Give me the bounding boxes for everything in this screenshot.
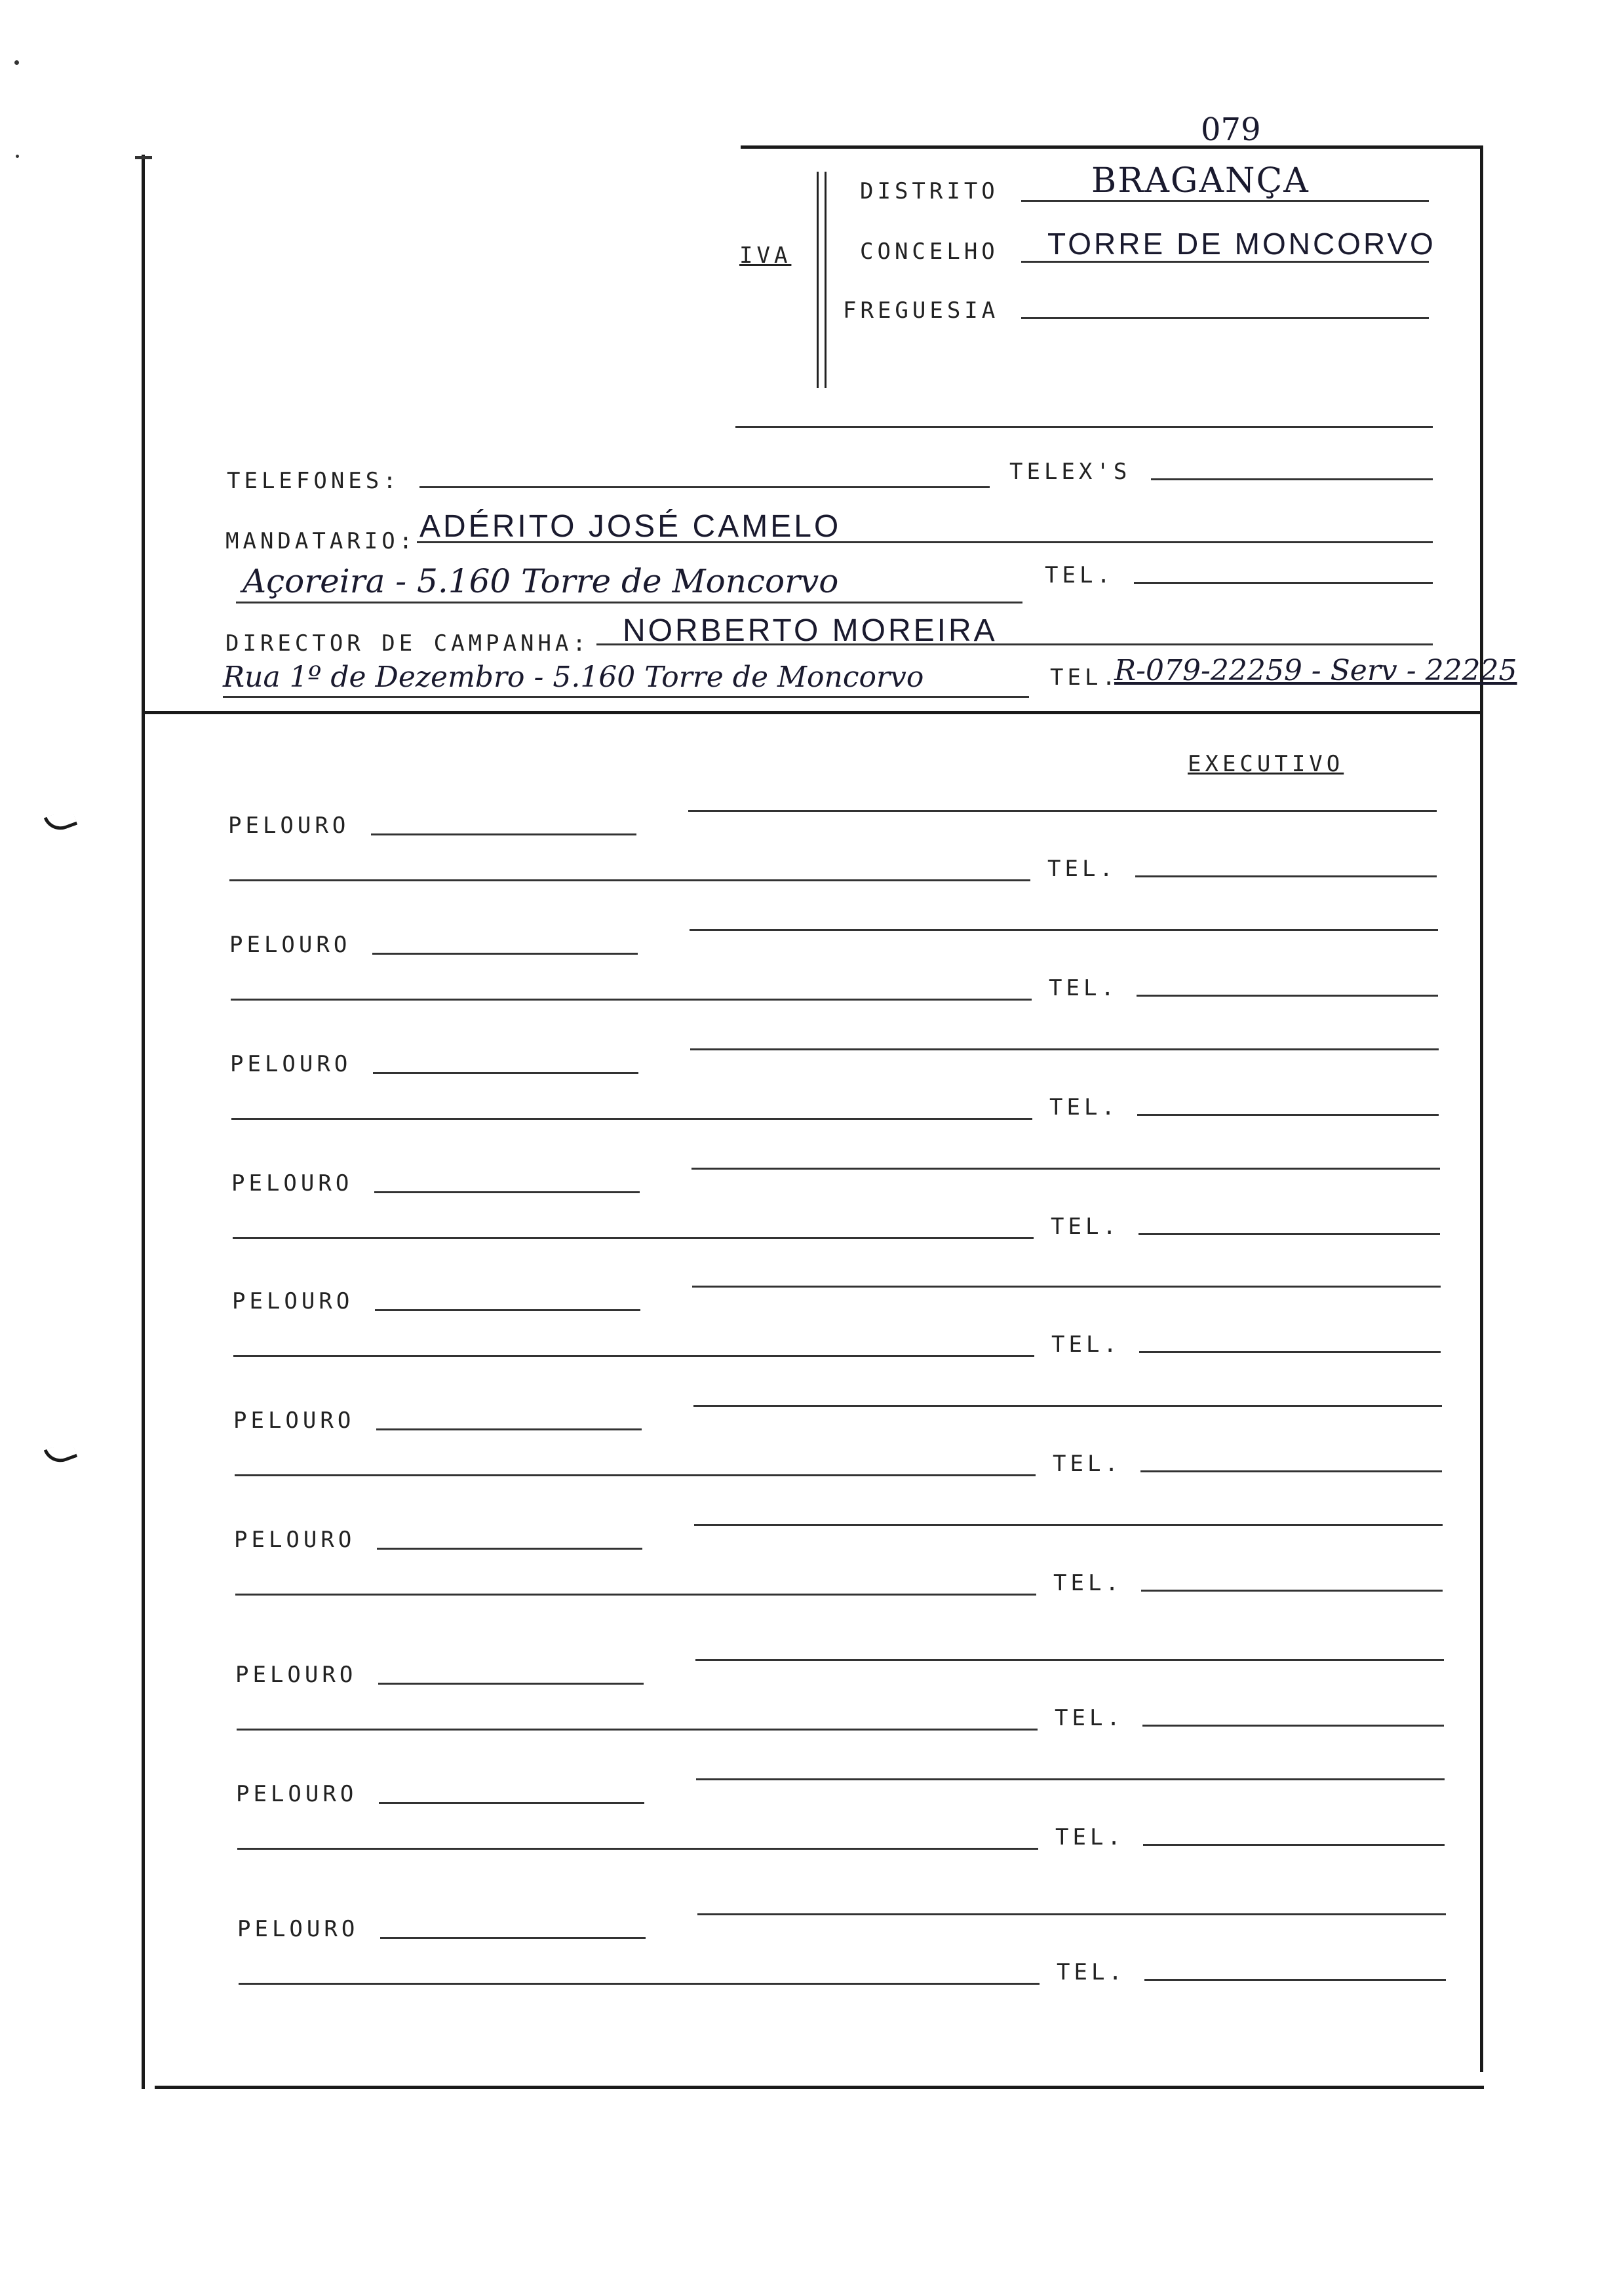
pelouro-tel-line [1135,875,1437,877]
pelouro-holder-line [690,929,1438,931]
distrito-label: DISTRITO [860,178,999,204]
freguesia-label: FREGUESIA [843,297,1000,324]
pelouro-name-line [373,1072,638,1074]
director-label: DIRECTOR DE CAMPANHA: [225,630,590,657]
header-bottom-rule [735,426,1433,428]
pelouro-address-line [237,1729,1038,1731]
form-border-bottom [155,2086,1484,2089]
pelouro-name-line [375,1309,640,1311]
scan-speck [16,155,19,158]
pelouro-tel-line [1142,1725,1444,1727]
pelouro-name-line [374,1191,640,1193]
pelouro-tel-line [1139,1351,1441,1353]
pelouro-name-line [377,1548,642,1550]
binder-mark [44,808,78,835]
mandatario-tel-label: TEL. [1045,562,1114,588]
freguesia-line [1021,317,1429,319]
pelouro-tel-label: TEL. [1053,1570,1123,1596]
pelouro-label: PELOURO [231,1170,353,1196]
telex-label: TELEX'S [1009,459,1131,485]
binder-mark [44,1440,78,1467]
pelouro-name-line [380,1937,646,1939]
pelouro-address-line [233,1355,1034,1357]
section-divider [143,711,1483,714]
pelouro-tel-line [1141,1590,1443,1592]
distrito-value: BRAGANÇA [1091,161,1310,201]
header-double-rule-a [817,172,819,388]
scan-speck [14,60,19,65]
pelouro-label: PELOURO [234,1527,356,1553]
pelouro-label: PELOURO [230,1051,352,1077]
distrito-line [1021,200,1429,202]
pelouro-holder-line [697,1913,1446,1915]
pelouro-holder-line [688,810,1437,812]
pelouro-label: PELOURO [237,1916,359,1942]
mandatario-address: Açoreira - 5.160 Torre de Moncorvo [243,562,839,600]
mandatario-value: ADÉRITO JOSÉ CAMELO [419,509,842,544]
pelouro-tel-line [1138,1233,1440,1235]
pelouro-name-line [371,833,636,835]
mandatario-tel-line [1134,582,1433,584]
pelouro-tel-line [1144,1979,1446,1981]
pelouro-address-line [229,879,1030,881]
pelouro-tel-label: TEL. [1051,1214,1120,1240]
director-address-line [223,696,1029,698]
pelouro-tel-line [1140,1470,1442,1472]
director-address: Rua 1º de Dezembro - 5.160 Torre de Moncorvo [223,660,924,694]
director-value: NORBERTO MOREIRA [623,613,998,648]
form-border-left-tick [135,156,152,159]
pelouro-name-line [372,953,638,955]
director-tel-value: R-079-22259 - Serv - 22225 [1114,654,1517,687]
pelouro-holder-line [694,1524,1443,1526]
director-line [596,643,1433,645]
concelho-label: CONCELHO [860,239,999,265]
executivo-heading: EXECUTIVO [1188,751,1344,777]
pelouro-label: PELOURO [232,1288,354,1314]
pelouro-name-line [376,1428,642,1430]
pelouro-label: PELOURO [228,813,350,839]
pelouro-label: PELOURO [236,1781,358,1807]
pelouro-tel-label: TEL. [1057,1959,1126,1985]
mandatario-address-line [236,602,1022,603]
pelouro-holder-line [696,1778,1445,1780]
pelouro-name-line [379,1802,644,1804]
pelouro-tel-line [1137,1114,1439,1116]
pelouro-tel-label: TEL. [1047,856,1117,882]
pelouro-address-line [231,999,1032,1001]
form-border-right [1480,145,1483,2072]
pelouro-tel-label: TEL. [1049,975,1118,1001]
concelho-line [1021,261,1429,263]
pelouro-tel-label: TEL. [1049,1094,1119,1120]
telefones-label: TELEFONES: [227,468,400,494]
pelouro-holder-line [695,1659,1444,1661]
pelouro-holder-line [693,1405,1442,1407]
header-double-rule-b [825,172,827,388]
pelouro-label: PELOURO [229,932,351,958]
director-tel-label: TEL. [1050,664,1119,691]
pelouro-address-line [233,1237,1034,1239]
pelouro-label: PELOURO [235,1662,357,1688]
pelouro-address-line [237,1848,1038,1850]
pelouro-holder-line [690,1048,1439,1050]
telex-line [1151,478,1433,480]
iva-label: IVA [739,242,792,269]
pelouro-holder-line [692,1286,1441,1288]
pelouro-tel-line [1137,995,1438,997]
form-border-left [142,155,145,2089]
telefones-line [419,486,990,488]
pelouro-tel-line [1143,1844,1445,1846]
pelouro-label: PELOURO [233,1407,355,1434]
pelouro-tel-label: TEL. [1053,1451,1122,1477]
pelouro-address-line [239,1983,1040,1985]
pelouro-address-line [235,1594,1036,1596]
mandatario-line [417,541,1433,543]
mandatario-label: MANDATARIO: [225,528,417,554]
page-number: 079 [1201,111,1261,148]
pelouro-address-line [235,1474,1036,1476]
pelouro-tel-label: TEL. [1051,1331,1121,1358]
pelouro-tel-label: TEL. [1055,1824,1125,1850]
pelouro-holder-line [691,1168,1440,1170]
pelouro-tel-label: TEL. [1055,1705,1124,1731]
pelouro-name-line [378,1683,644,1685]
form-border-top [741,145,1483,149]
concelho-value: TORRE DE MONCORVO [1047,227,1436,261]
pelouro-address-line [231,1118,1032,1120]
